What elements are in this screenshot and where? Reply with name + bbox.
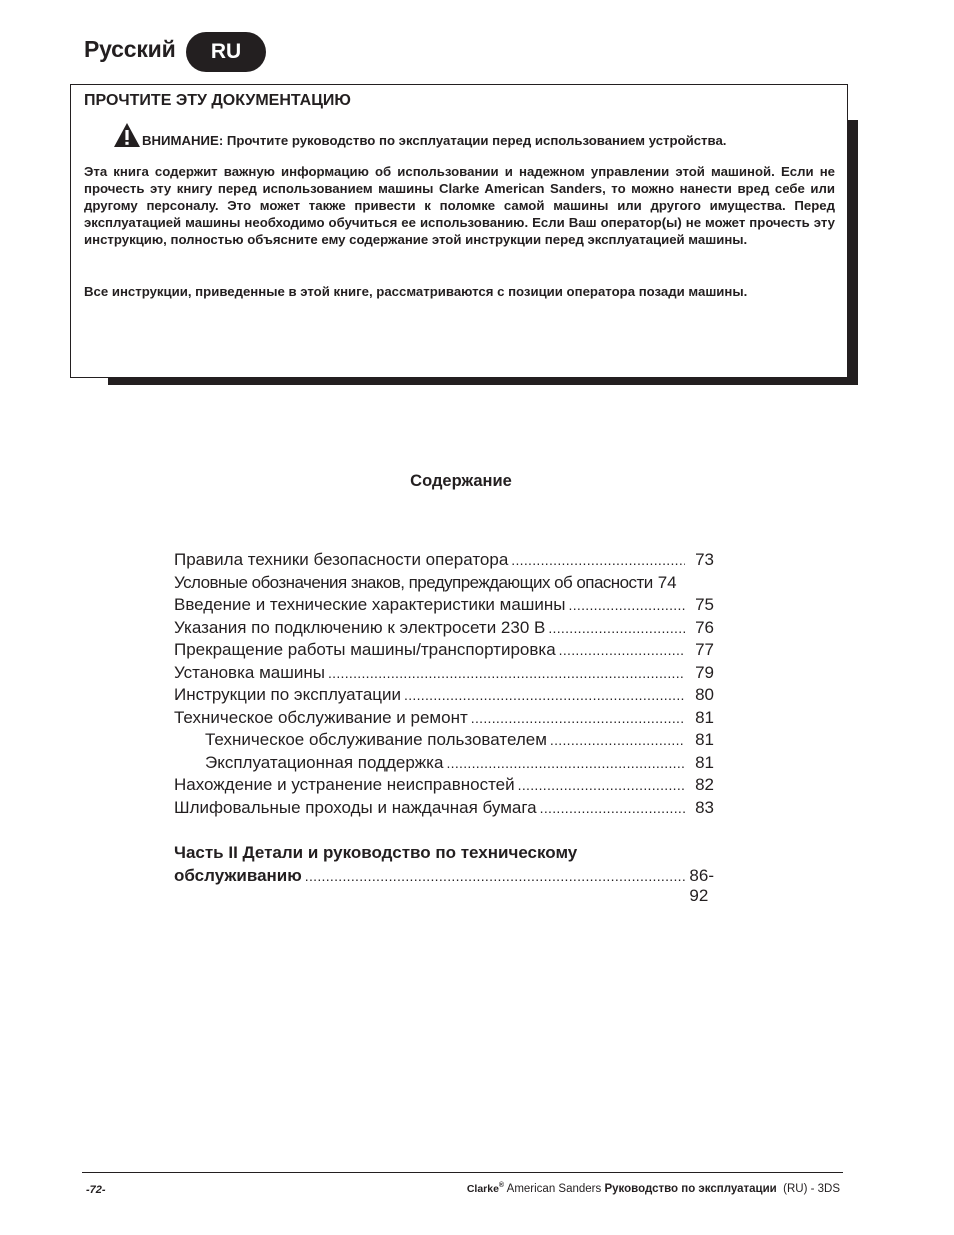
toc-entry-title: Прекращение работы машины/транспортировка xyxy=(174,640,556,659)
toc-entry-page: 74 xyxy=(657,572,677,592)
toc-entry-title: Техническое обслуживание пользователем xyxy=(205,730,547,749)
notice-paragraph-2: Все инструкции, приведенные в этой книге, рассматриваются с позиции оператора позади машины. xyxy=(84,284,748,299)
footer-brand: Clarke xyxy=(466,1182,499,1195)
warning-line xyxy=(113,122,726,148)
footer-doc-info xyxy=(467,1182,840,1195)
toc-dot-leader xyxy=(559,642,685,658)
toc-entry[interactable] xyxy=(174,595,719,618)
toc-entry[interactable] xyxy=(174,708,719,731)
toc-part2-title-line2: обслуживанию xyxy=(174,865,302,885)
toc-entry[interactable] xyxy=(174,798,719,821)
toc-entry-title: Правила техники безопасности оператора xyxy=(174,550,509,569)
toc-entry-page: 82 xyxy=(695,775,714,794)
warning-triangle-icon xyxy=(113,122,141,148)
toc-entry[interactable] xyxy=(174,618,719,641)
toc-entry-page: 77 xyxy=(695,640,714,659)
toc-title: Содержание xyxy=(410,472,512,490)
toc-dot-leader xyxy=(511,552,685,568)
notice-heading: ПРОЧТИТЕ ЭТУ ДОКУМЕНТАЦИЮ xyxy=(84,92,351,109)
toc-entry-page: 81 xyxy=(695,707,714,727)
toc-entry-page: 81 xyxy=(695,752,714,772)
toc-part2-entry[interactable] xyxy=(174,843,714,905)
toc-entry-page: 79 xyxy=(695,662,714,682)
footer-company: American Sanders xyxy=(504,1182,605,1195)
footer-doc-title: Руководство по эксплуатации xyxy=(604,1182,777,1195)
toc-entry[interactable] xyxy=(174,550,719,573)
toc-dot-leader xyxy=(305,868,687,884)
toc-subentry[interactable] xyxy=(174,730,719,753)
page-number: -72- xyxy=(86,1184,106,1196)
toc-dot-leader xyxy=(328,665,685,681)
language-badge: RU xyxy=(186,32,266,72)
toc-dot-leader xyxy=(548,620,685,636)
toc-entry-title: Инструкции по эксплуатации xyxy=(174,685,402,704)
toc-entry-title: Условные обозначения знаков, предупреждающих об опасности xyxy=(174,572,653,592)
warning-label: ВНИМАНИЕ: xyxy=(142,133,224,148)
toc-entry[interactable] xyxy=(174,775,719,798)
toc-part2-title-line1: Часть II Детали и руководство по техническому xyxy=(174,843,578,862)
toc-entry[interactable] xyxy=(174,640,719,663)
toc-entry-title: Указания по подключению к электросети 230 В xyxy=(174,617,546,637)
toc-dot-leader xyxy=(518,777,685,793)
toc-entry-title: Нахождение и устранение неисправностей xyxy=(174,775,515,794)
toc-dot-leader xyxy=(446,755,685,771)
toc-entry[interactable] xyxy=(174,685,719,708)
toc-entry-page: 75 xyxy=(695,595,714,614)
registered-mark: ® xyxy=(498,1182,505,1189)
toc-entry-page: 81 xyxy=(695,730,714,749)
toc-entry-title: Техническое обслуживание и ремонт xyxy=(174,707,468,727)
toc-part2-pages: 86-92 xyxy=(689,865,714,905)
toc-entry-title: Эксплуатационная поддержка xyxy=(205,752,444,772)
toc-dot-leader xyxy=(550,732,685,748)
toc-entry-title: Шлифовальные проходы и наждачная бумага xyxy=(174,797,537,817)
notice-box xyxy=(70,84,848,378)
warning-text: Прочтите руководство по эксплуатации перед использованием устройства. xyxy=(223,133,727,148)
toc-dot-leader xyxy=(569,597,685,613)
language-title: Русский xyxy=(84,36,176,62)
toc-entry-page: 83 xyxy=(695,797,714,817)
toc-entry-title: Введение и технические характеристики машины xyxy=(174,595,566,614)
toc-entry-page: 73 xyxy=(695,550,714,569)
toc-entry-page: 80 xyxy=(695,685,714,704)
toc-dot-leader xyxy=(471,710,685,726)
toc-entry[interactable] xyxy=(174,663,719,686)
toc-subentry[interactable] xyxy=(174,753,719,776)
footer-divider xyxy=(82,1172,843,1173)
toc-list xyxy=(174,550,719,820)
toc-dot-leader xyxy=(404,687,685,703)
toc-dot-leader xyxy=(540,800,685,816)
toc-entry[interactable] xyxy=(174,573,719,596)
toc-entry-page: 76 xyxy=(695,617,714,637)
notice-paragraph-1: Эта книга содержит важную информацию об использовании и надежном управлении этой машиной. Если не прочесть эту книгу перед использованием машины Clarke American Sanders, то можно нанести вред себе или другому персоналу. Это может также привести к поломке самой машины или другого имущества. Перед эксплуатацией машины необходимо обучиться ее использованию. Если Ваш оператор(ы) не может прочесть эту инструкцию, полностью объясните ему содержание этой инструкции перед эксплуатацией машины. xyxy=(84,164,835,247)
toc-entry-title: Установка машины xyxy=(174,662,325,682)
footer-suffix: (RU) - 3DS xyxy=(776,1182,840,1195)
